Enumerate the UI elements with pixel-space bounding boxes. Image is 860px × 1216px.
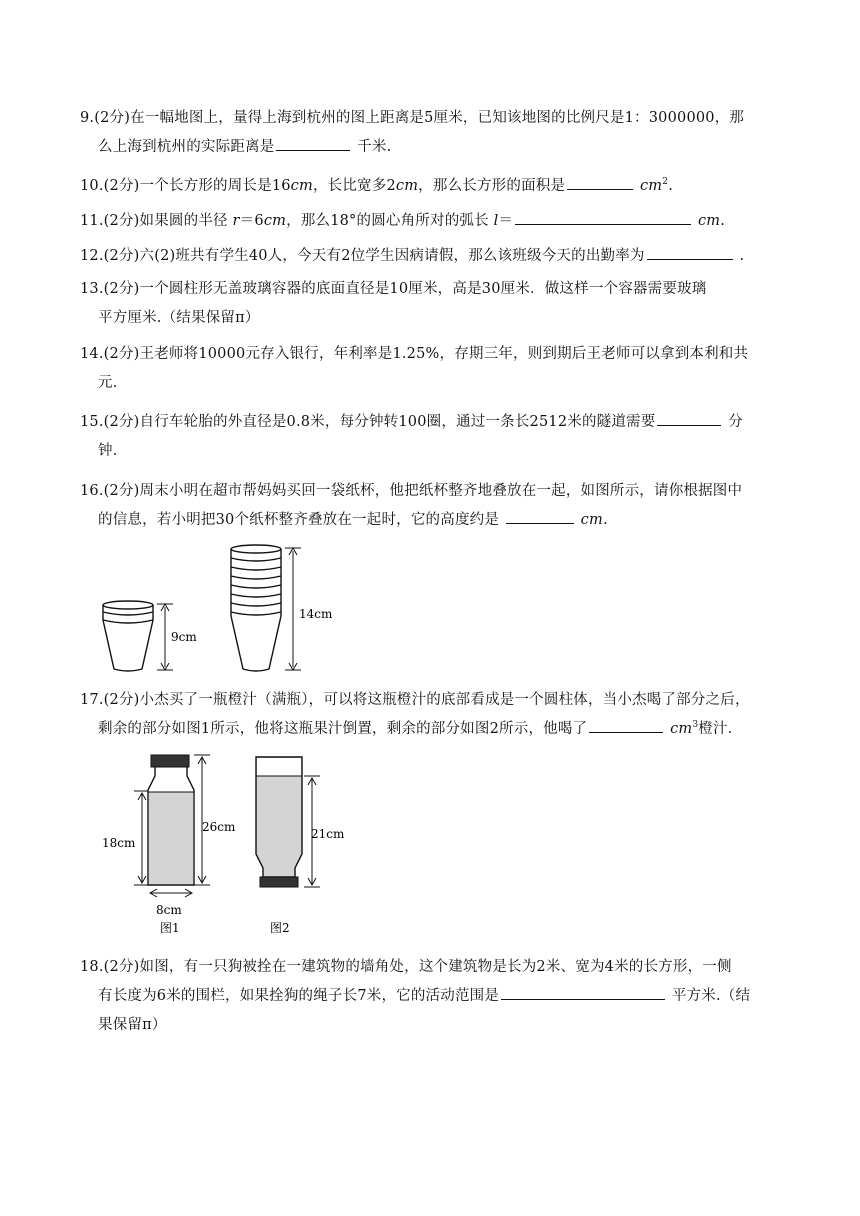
- question-16-line-2: [80, 506, 780, 535]
- question-number: 10.: [80, 178, 104, 194]
- question-number: 16.: [80, 483, 104, 499]
- question-text: ＝6: [239, 213, 264, 229]
- question-18-line-1: [80, 953, 780, 982]
- answer-blank[interactable]: [515, 208, 691, 225]
- question-number: 11.: [80, 213, 104, 229]
- variable: l: [493, 213, 499, 229]
- question-text: 剩余的部分如图1所示，他将这瓶果汁倒置，剩余的部分如图2所示，他喝了: [98, 721, 588, 737]
- question-text: 在一幅地图上，量得上海到杭州的图上距离是5厘米，已知该地图的比例尺是1：3000000，那: [130, 110, 745, 126]
- question-score: (2分): [103, 414, 140, 430]
- unit-label: cm: [697, 213, 721, 229]
- question-16: [80, 477, 780, 535]
- question-score: (2分): [103, 213, 140, 229]
- question-text: 千米.: [352, 139, 392, 155]
- question-text: .: [668, 178, 674, 194]
- question-score: (2分): [103, 959, 140, 975]
- question-11: [80, 207, 780, 236]
- question-text: 一个长方形的周长是16: [139, 178, 291, 194]
- question-15-line-2: [80, 437, 780, 466]
- question-text: ，长比宽多2: [312, 178, 396, 194]
- question-18: [80, 953, 780, 1040]
- question-10: [80, 172, 780, 201]
- question-text: 的信息，若小明把30个纸杯整齐叠放在一起时，它的高度约是: [98, 512, 504, 528]
- bottle-1-liquid-height-label: 18cm: [102, 836, 136, 850]
- question-text: 果保留π）: [98, 1017, 167, 1033]
- question-text: 钟.: [98, 443, 118, 459]
- question-text: 元.: [98, 375, 118, 391]
- figure-1-caption: 图1: [160, 921, 180, 935]
- answer-blank[interactable]: [657, 409, 721, 426]
- question-score: (2分): [103, 483, 140, 499]
- question-text: 一个圆柱形无盖玻璃容器的底面直径是10厘米，高是30厘米．做这样一个容器需要玻璃: [139, 281, 707, 297]
- question-text: 橙汁.: [698, 721, 733, 737]
- question-number: 17.: [80, 692, 104, 708]
- question-9: [80, 104, 780, 162]
- unit-label: cm: [670, 721, 693, 737]
- question-text: 平方厘米.（结果保留π）: [98, 310, 260, 326]
- answer-blank[interactable]: [506, 507, 574, 524]
- bottle-1-diameter-label: 8cm: [156, 903, 182, 917]
- bottles-figure: [98, 750, 358, 940]
- unit-label: cm: [639, 178, 663, 194]
- question-text: 如图，有一只狗被拴在一建筑物的墙角处，这个建筑物是长为2米、宽为4米的长方形，一侧: [139, 959, 732, 975]
- question-11-line-1: [80, 207, 780, 236]
- small-cup-stack: [103, 601, 153, 671]
- question-number: 13.: [80, 281, 104, 297]
- question-text: 分: [728, 414, 743, 430]
- question-17: [80, 686, 780, 744]
- question-16-line-1: [80, 477, 780, 506]
- question-12: [80, 242, 780, 271]
- answer-blank[interactable]: [589, 716, 663, 733]
- question-text: .: [602, 512, 608, 528]
- question-13-line-1: [80, 275, 780, 304]
- answer-blank[interactable]: [276, 134, 350, 151]
- question-text: 平方米.（结: [671, 988, 751, 1004]
- unit-label: cm: [290, 178, 313, 194]
- question-text: ＝: [498, 213, 514, 229]
- question-text: .: [720, 213, 726, 229]
- question-score: (2分): [103, 178, 140, 194]
- variable: r: [232, 213, 240, 229]
- question-text: .: [739, 248, 745, 264]
- question-text: 周末小明在超市帮妈妈买回一袋纸杯，他把纸杯整齐地叠放在一起，如图所示，请你根据图中: [139, 483, 743, 499]
- question-score: (2分): [103, 248, 140, 264]
- question-17-line-2: [80, 715, 780, 744]
- tall-cup-stack: [231, 545, 281, 671]
- question-text: ，那么18°的圆心角所对的弧长: [286, 213, 494, 229]
- question-number: 14.: [80, 346, 104, 362]
- question-13: [80, 275, 780, 333]
- question-14-line-1: [80, 340, 780, 369]
- question-text: 小杰买了一瓶橙汁（满瓶），可以将这瓶橙汁的底部看成是一个圆柱体，当小杰喝了部分之后，: [139, 692, 750, 708]
- unit-label: cm: [580, 512, 603, 528]
- question-number: 9.: [80, 110, 95, 126]
- question-18-line-2: [80, 982, 780, 1011]
- question-score: (2分): [103, 281, 140, 297]
- question-text: 六(2)班共有学生40人，今天有2位学生因病请假，那么该班级今天的出勤率为: [139, 248, 645, 264]
- answer-blank[interactable]: [501, 983, 665, 1000]
- question-text: 自行车轮胎的外直径是0.8米，每分钟转100圈，通过一条长2512米的隧道需要: [139, 414, 656, 430]
- question-9-line-2: [80, 133, 780, 162]
- answer-blank[interactable]: [647, 243, 733, 260]
- question-score: (2分): [94, 110, 131, 126]
- question-text: 王老师将10000元存入银行，年利率是1.25%，存期三年，则到期后王老师可以拿到本利和共: [139, 346, 749, 362]
- figure-2-caption: 图2: [270, 921, 290, 935]
- cups-figure: [95, 540, 345, 675]
- unit-label: cm: [395, 178, 419, 194]
- question-18-line-3: [80, 1011, 780, 1040]
- unit-label: cm: [263, 213, 287, 229]
- answer-blank[interactable]: [567, 173, 633, 190]
- question-12-line-1: [80, 242, 780, 271]
- question-17-line-1: [80, 686, 780, 715]
- question-number: 12.: [80, 248, 104, 264]
- question-9-line-1: [80, 104, 780, 133]
- question-14: [80, 340, 780, 398]
- question-score: (2分): [103, 692, 140, 708]
- bottle-1-total-height-label: 26cm: [202, 820, 236, 834]
- question-number: 18.: [80, 959, 104, 975]
- question-text: ，那么长方形的面积是: [418, 178, 566, 194]
- question-10-line-1: [80, 172, 780, 201]
- question-text: 么上海到杭州的实际距离是: [98, 139, 275, 155]
- question-13-line-2: [80, 304, 780, 333]
- small-stack-height-label: 9cm: [171, 630, 197, 644]
- question-number: 15.: [80, 414, 104, 430]
- tall-stack-height-label: 14cm: [299, 607, 333, 621]
- question-score: (2分): [103, 346, 140, 362]
- question-text: 有长度为6米的围栏，如果拴狗的绳子长7米，它的活动范围是: [98, 988, 500, 1004]
- bottle-1: [148, 755, 194, 885]
- question-14-line-2: [80, 369, 780, 398]
- question-15-line-1: [80, 408, 780, 437]
- superscript: 3: [692, 720, 699, 731]
- superscript: 2: [662, 177, 669, 188]
- question-15: [80, 408, 780, 466]
- bottle-2: [256, 757, 302, 887]
- question-text: 如果圆的半径: [139, 213, 233, 229]
- bottle-2-air-height-label: 21cm: [311, 827, 345, 841]
